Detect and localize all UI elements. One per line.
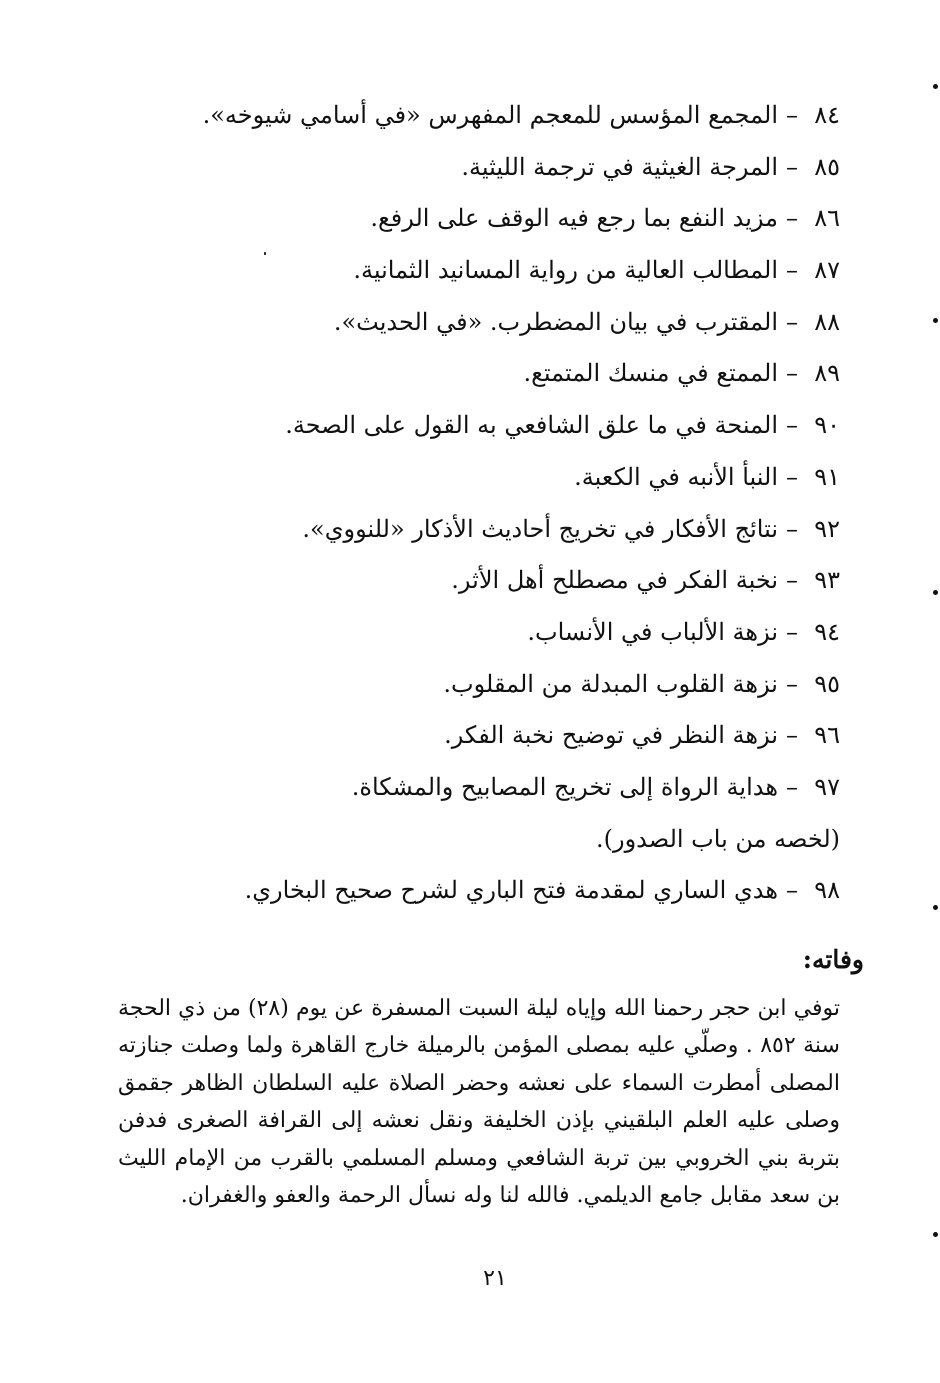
item-title: المنحة في ما علق الشافعي به القول على الصحة. [285,411,778,440]
list-item [140,302,840,354]
item-number: ٨٤ [814,101,840,129]
item-number: ٩١ [814,462,840,491]
list-item [140,457,840,509]
item-dash: – [786,462,798,491]
margin-dot [933,318,938,323]
list-item [140,509,840,561]
item-dash: – [786,772,798,801]
item-dash: – [786,514,798,543]
item-title: المجمع المؤسس للمعجم المفهرس «في أسامي شيوخه». [202,101,778,129]
margin-dot [933,1232,938,1237]
item-number: ٩٠ [814,411,840,440]
item-number: ٩٢ [814,514,840,543]
item-number: ٩٤ [814,617,840,646]
item-title: الممتع في منسك المتمتع. [523,359,778,388]
item-number: ٨٨ [814,307,840,336]
item-dash: – [786,669,798,698]
item-title: النبأ الأنبه في الكعبة. [574,462,778,491]
item-number: ٩٥ [814,669,840,698]
item-dash: – [786,204,798,233]
item-title: المطالب العالية من رواية المسانيد الثمانية. [353,256,778,285]
section-heading: وفاته: [802,945,864,974]
item-dash: – [786,411,798,440]
margin-dot [933,84,938,89]
list-item [140,560,840,612]
list-item [140,664,840,716]
item-title: نزهة النظر في توضيح نخبة الفكر. [444,721,778,750]
list-item [140,353,840,405]
note-text: (لخصه من باب الصدور). [595,824,840,853]
list-item [140,767,840,819]
list-item [140,147,840,199]
item-number: ٨٦ [814,204,840,233]
note-line [140,819,840,871]
item-number: ٨٥ [814,152,840,181]
margin-dot [933,590,938,595]
list-item [140,95,840,147]
list-item [140,250,840,302]
list-item [140,870,840,922]
item-dash: – [786,307,798,336]
item-dash: – [786,721,798,750]
item-title: مزيد النفع بما رجع فيه الوقف على الرفع. [370,204,778,233]
list-item [140,405,840,457]
item-number: ٩٨ [814,876,840,905]
item-dash: – [786,152,798,181]
item-title: هداية الرواة إلى تخريج المصابيح والمشكاة. [351,772,778,801]
list-item [140,715,840,767]
item-title: هدي الساري لمقدمة فتح الباري لشرح صحيح البخاري. [244,876,778,905]
list-item [140,198,840,250]
item-number: ٩٦ [814,721,840,750]
item-title: نزهة القلوب المبدلة من المقلوب. [443,669,778,698]
item-dash: – [786,256,798,285]
list-item [140,612,840,664]
item-number: ٨٩ [814,359,840,388]
item-dash: – [786,101,798,129]
item-title: نتائج الأفكار في تخريج أحاديث الأذكار «للنووي». [302,514,778,543]
item-dash: – [786,566,798,595]
item-number: ٩٧ [814,772,840,801]
margin-dot [933,905,938,910]
item-dash: – [786,617,798,646]
page-number: ٢١ [483,1266,507,1291]
item-number: ٩٣ [814,566,840,595]
item-number: ٨٧ [814,256,840,285]
item-title: المقترب في بيان المضطرب. «في الحديث». [333,307,778,336]
item-title: نزهة الألباب في الأنساب. [527,617,778,646]
item-title: نخبة الفكر في مصطلح أهل الأثر. [451,566,778,595]
item-title: المرجة الغيثية في ترجمة الليثية. [461,152,778,181]
item-dash: – [786,359,798,388]
book-list [140,95,840,922]
body-paragraph: توفي ابن حجر رحمنا الله وإياه ليلة السبت المسفرة عن يوم (٢٨) من ذي الحجة سنة ٨٥٢ . وصلّي عليه بمصلى المؤمن بالرميلة خارج القاهرة ولما وصلت جنازته المصلى أمطرت السماء على نعشه وحضر الصلاة عليه السلطان الظاهر جقمق وصلى عليه العلم البلقيني بإذن الخليفة ونقل نعشه إلى القرافة الصغرى فدفن بتربة بني الخروبي بين تربة الشافعي ومسلم المسلمي بالقرب من الإمام الليث بن سعد مقابل جامع الديلمي. فالله لنا وله نسأل الرحمة والعفو والغفران. [118,996,841,1209]
item-dash: – [786,876,798,905]
